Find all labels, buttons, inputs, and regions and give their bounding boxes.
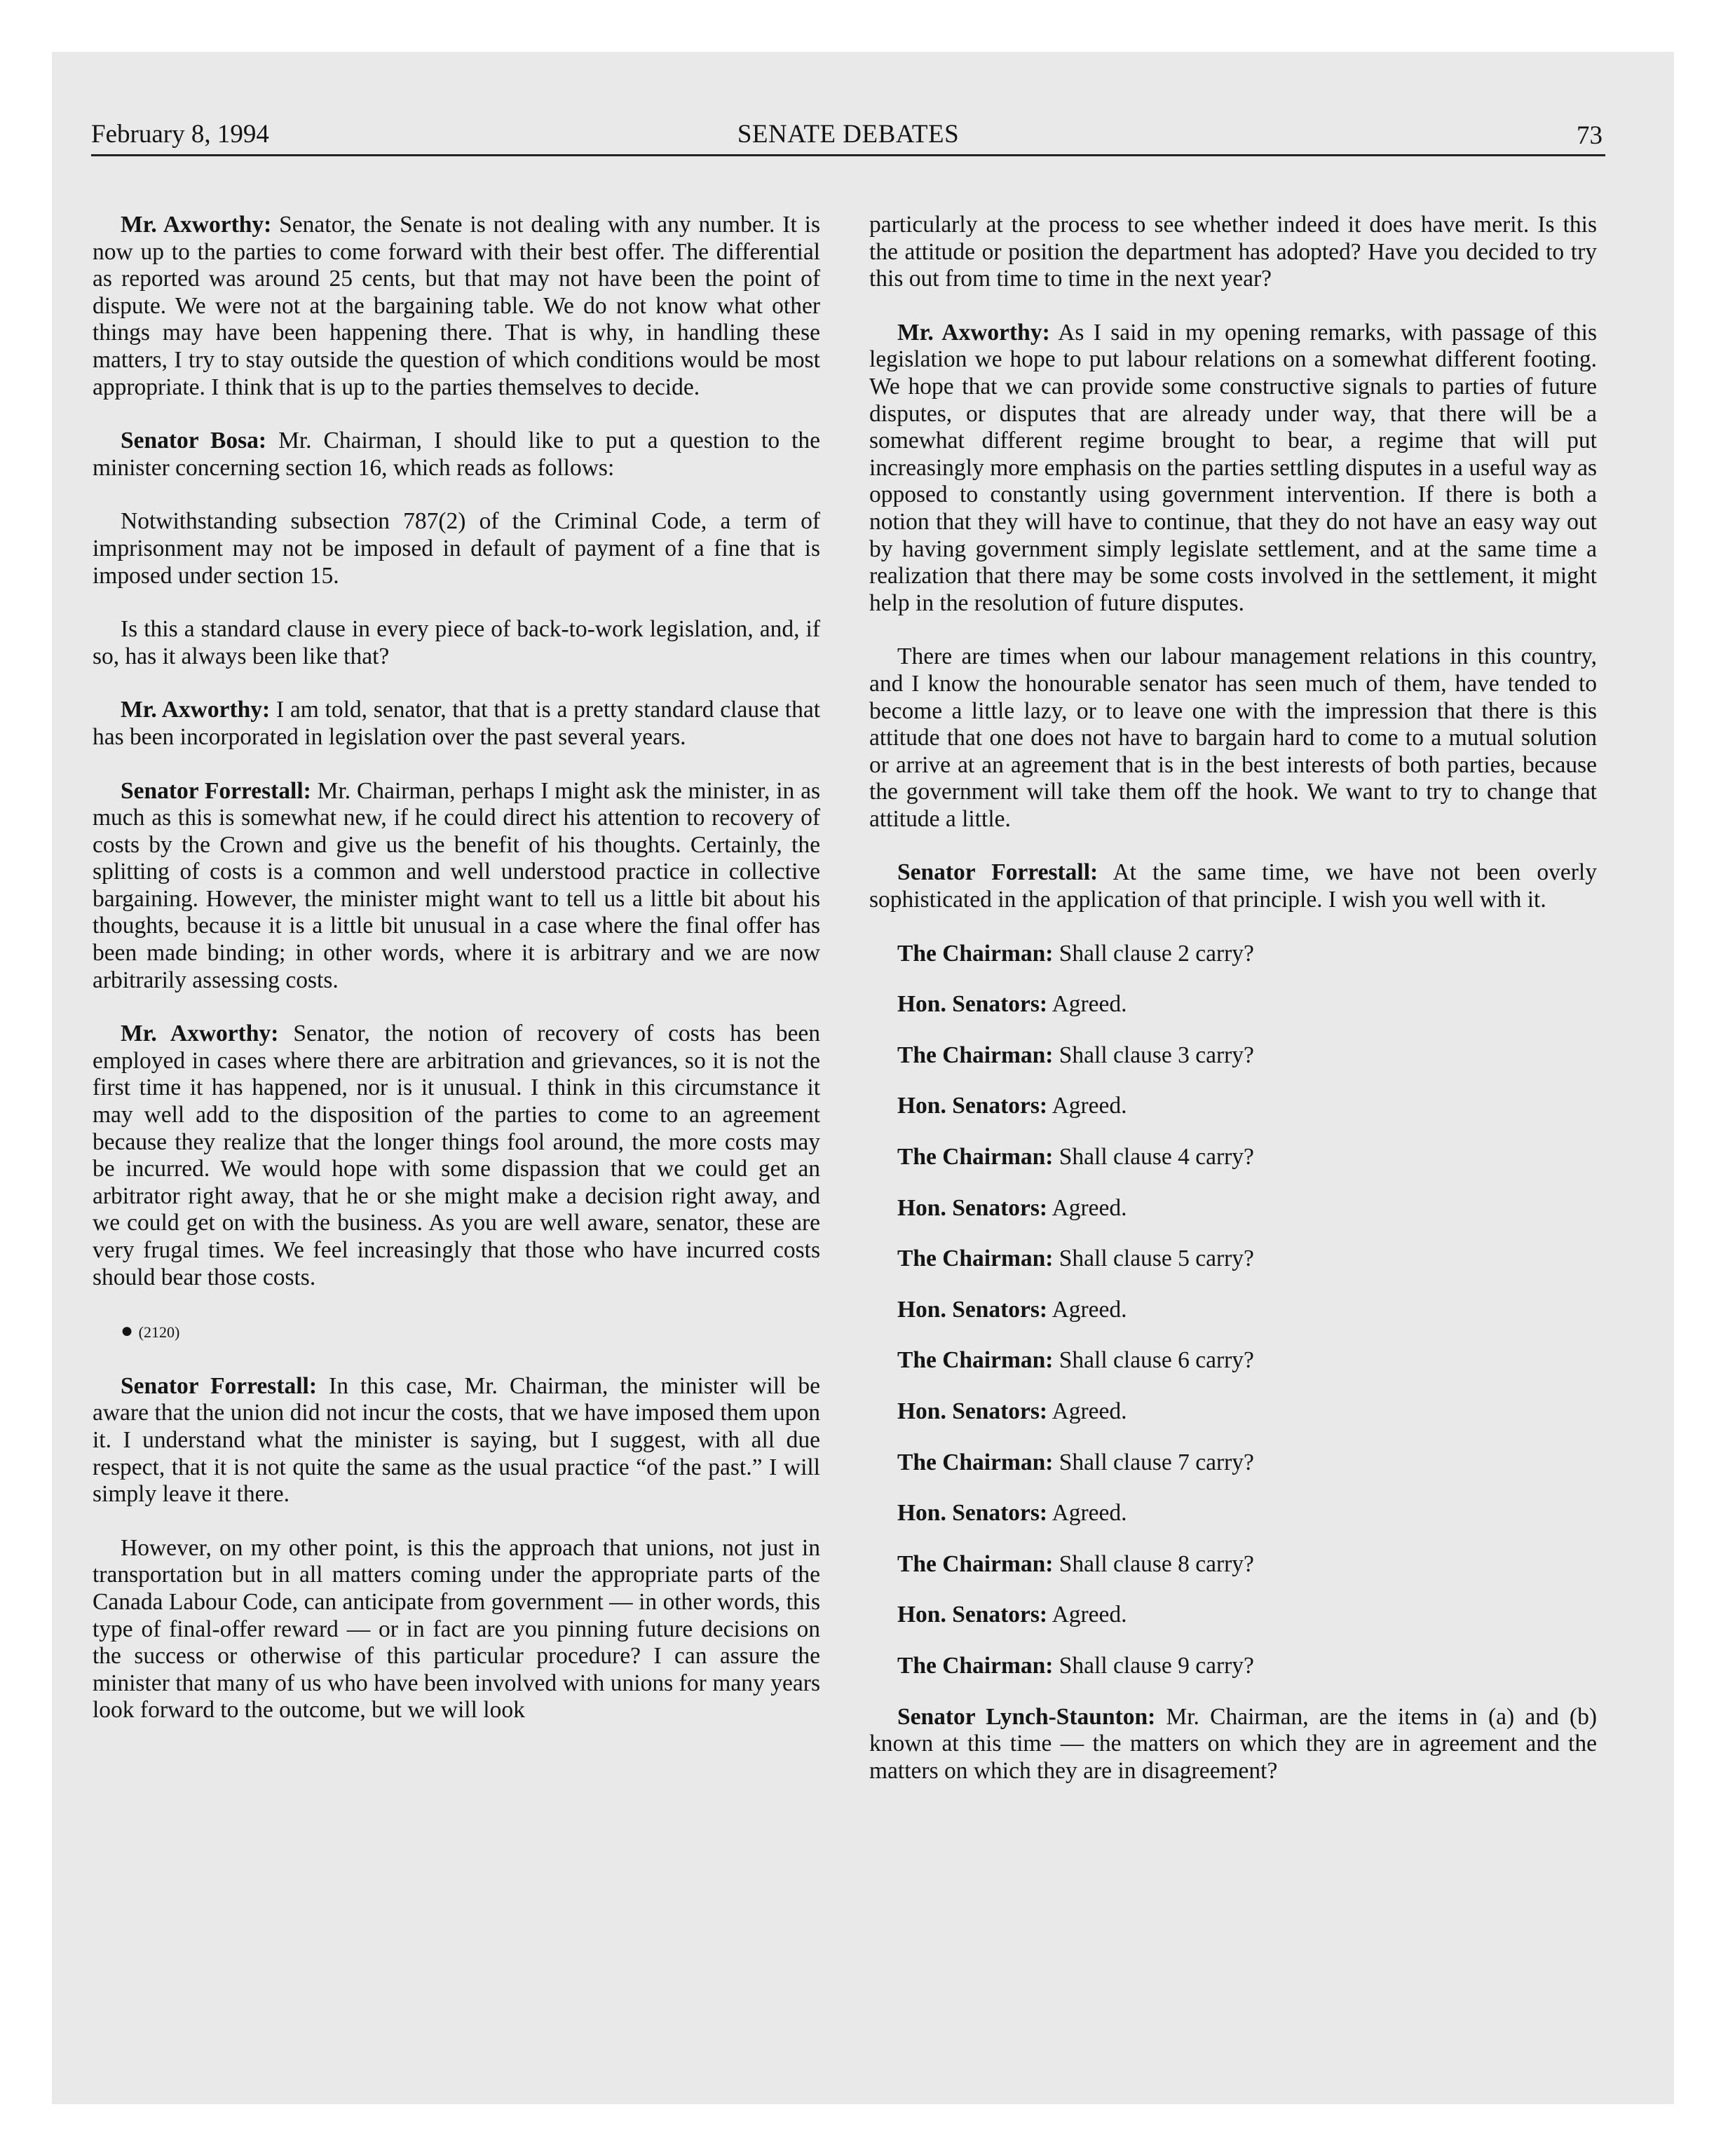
speech-text: Agreed. <box>1047 1194 1127 1221</box>
speaker-name: Mr. Axworthy: <box>121 1021 279 1047</box>
speaker-name: Senator Forrestall: <box>121 777 311 804</box>
speaker-name: The Chairman: <box>897 1144 1054 1171</box>
speech-text: Agreed. <box>1047 1093 1127 1119</box>
speaker-name: Hon. Senators: <box>897 1500 1048 1527</box>
speaker-name: Hon. Senators: <box>897 991 1048 1018</box>
speech-text: Mr. Chairman, I should like to put a question to the minister concerning section 16, which reads as follows: <box>93 428 820 481</box>
speech-text: Is this a standard clause in every piece of back-to-work legislation, and, if so, has it always been like that? <box>93 616 820 669</box>
speaker-name: Hon. Senators: <box>897 1194 1048 1221</box>
speaker-name: The Chairman: <box>897 1550 1054 1577</box>
speech-text: Shall clause 3 carry? <box>1053 1042 1254 1068</box>
speech-text: Agreed. <box>1047 1296 1127 1323</box>
speech-text: As I said in my opening remarks, with passage of this legislation we hope to put labour relations on a somewhat different footing. We hope that we can provide some constructive signals to parties of future disputes, or disputes that are already under way, that there will be a somewhat different regime brought to bear, a regime that will put increasingly more emphasis on the parties settling disputes in a useful way as opposed to constantly using government intervention. If there is both a notion that they will have to continue, that they do not have an easy way out by having government simply legislate settlement, and at the same time a realization that there may be some costs involved in the settlement, it might help in the resolution of future disputes. <box>869 319 1598 616</box>
speech-text: Shall clause 9 carry? <box>1053 1652 1254 1679</box>
speech-text: At the same time, we have not been overly sophisticated in the application of that principle. I wish you well with it. <box>869 859 1597 913</box>
speech-paragraph <box>93 1373 820 1508</box>
time-marker <box>93 1318 820 1346</box>
speaker-name: Mr. Axworthy: <box>121 212 272 238</box>
speech-text: Shall clause 2 carry? <box>1053 940 1254 967</box>
speech-text: In this case, Mr. Chairman, the minister will be aware that the union did not incur the costs, that we have imposed them upon it. I understand what the minister is saying, but I suggest, with all due respect, that it is not quite the same as the usual practice “of the past.” I will simply leave it there. <box>93 1372 820 1508</box>
speech-paragraph <box>869 1246 1597 1273</box>
speech-paragraph <box>93 212 820 401</box>
left-column <box>93 212 820 1751</box>
speaker-name: Mr. Axworthy: <box>121 697 271 723</box>
speech-paragraph <box>93 697 820 751</box>
speech-paragraph <box>869 320 1597 618</box>
speech-paragraph <box>869 1347 1597 1374</box>
speaker-name: Hon. Senators: <box>897 1602 1048 1628</box>
speech-paragraph <box>869 859 1597 913</box>
speech-paragraph <box>869 1297 1597 1324</box>
header-title: SENATE DEBATES <box>737 120 960 149</box>
speech-text: Agreed. <box>1047 1602 1127 1628</box>
speaker-name: Hon. Senators: <box>897 1093 1048 1119</box>
speaker-name: The Chairman: <box>897 1246 1054 1272</box>
speaker-name: The Chairman: <box>897 940 1054 967</box>
speech-text: I am told, senator, that that is a pretty standard clause that has been incorporated in legislation over the past several years. <box>93 697 821 750</box>
header-date: February 8, 1994 <box>91 120 269 149</box>
speech-paragraph <box>869 643 1597 833</box>
page-header <box>91 115 1605 156</box>
speech-paragraph <box>93 616 820 670</box>
speaker-name: Hon. Senators: <box>897 1296 1048 1323</box>
speaker-name: Hon. Senators: <box>897 1398 1048 1424</box>
time-marker-label: (2120) <box>138 1323 180 1342</box>
speech-text: Senator, the notion of recovery of costs has been employed in cases where there are arbitration and grievances, so it is not the first time it has happened, nor is it unusual. I think in this circumstance it may well add to the disposition of the parties to come to an agreement because they realize that the longer things fool around, the more costs may be incurred. We would hope with some dispassion that we could get an arbitrator right away, that he or she might make a decision right away, and we could get on with the business. As you are well aware, senator, these are very frugal times. We feel increasingly that those who have incurred costs should bear those costs. <box>93 1021 821 1290</box>
speech-text: Mr. Chairman, are the items in (a) and (b) known at this time — the matters on which they are in agreement and the matters on which they are in disagreement? <box>869 1703 1597 1784</box>
speech-paragraph <box>869 1500 1597 1527</box>
speaker-name: Senator Lynch-Staunton: <box>897 1703 1156 1730</box>
speech-text: Agreed. <box>1047 1398 1127 1424</box>
speech-text: Agreed. <box>1047 991 1127 1018</box>
speech-text: particularly at the process to see whether indeed it does have merit. Is this the attitude or position the department has adopted? Have you decided to try this out from time to time in the next year? <box>869 212 1597 292</box>
speaker-name: The Chairman: <box>897 1347 1054 1374</box>
speech-paragraph <box>93 1535 820 1724</box>
speech-paragraph <box>93 1021 820 1291</box>
speaker-name: Mr. Axworthy: <box>897 319 1050 346</box>
speaker-name: Senator Forrestall: <box>897 859 1098 886</box>
speech-paragraph <box>869 212 1597 293</box>
speaker-name: The Chairman: <box>897 1652 1054 1679</box>
block-quote: Notwithstanding subsection 787(2) of the Criminal Code, a term of imprisonment may not be imposed in default of payment of a fine that is imposed under section 15. <box>93 508 820 589</box>
speech-text: Agreed. <box>1047 1500 1127 1527</box>
bullet-icon: ● <box>121 1319 139 1343</box>
speech-paragraph <box>869 1093 1597 1120</box>
speaker-name: The Chairman: <box>897 1449 1054 1475</box>
speech-text: There are times when our labour management relations in this country, and I know the honourable senator has seen much of them, have tended to become a little lazy, or to leave one with the impression that there is this attitude that one does not have to bargain hard to come to a mutual solution or arrive at an agreement that is in the best interests of both parties, because the government will take them off the hook. We want to try to change that attitude a little. <box>869 643 1597 832</box>
speech-paragraph <box>869 941 1597 968</box>
speech-paragraph <box>93 778 820 995</box>
speech-text: Senator, the Senate is not dealing with any number. It is now up to the parties to come forward with their best offer. The differential as reported was around 25 cents, but that may not have been the point of dispute. We were not at the bargaining table. We do not know what other things may have been happening there. That is why, in handling these matters, I try to stay outside the question of which conditions would be most appropriate. I think that is up to the parties themselves to decide. <box>93 212 820 400</box>
speech-paragraph <box>869 1704 1597 1785</box>
speech-text: Shall clause 5 carry? <box>1053 1246 1254 1272</box>
speech-text: Mr. Chairman, perhaps I might ask the minister, in as much as this is somewhat new, if he could direct his attention to recovery of costs by the Crown and give us the benefit of his thoughts. Certainly, the splitting of costs is a common and well understood practice in collective bargaining. However, the minister might want to tell us a little bit about his thoughts, because it is a little bit unusual in a case where the final offer has been made binding; in other words, where it is arbitrary and we are now arbitrarily assessing costs. <box>93 777 821 993</box>
speech-paragraph <box>869 1653 1597 1680</box>
speech-paragraph <box>93 428 820 482</box>
speech-paragraph <box>869 1144 1597 1171</box>
speaker-name: Senator Forrestall: <box>121 1372 318 1399</box>
page-number: 73 <box>1577 121 1603 150</box>
speech-paragraph <box>869 1551 1597 1578</box>
speech-text: Shall clause 4 carry? <box>1053 1144 1254 1171</box>
speech-text: Shall clause 8 carry? <box>1053 1550 1254 1577</box>
speech-text: Shall clause 6 carry? <box>1053 1347 1254 1374</box>
speaker-name: The Chairman: <box>897 1042 1054 1068</box>
speech-paragraph <box>869 991 1597 1018</box>
speech-paragraph <box>869 1602 1597 1629</box>
speaker-name: Senator Bosa: <box>121 428 267 454</box>
speech-paragraph <box>869 1195 1597 1222</box>
speech-text: However, on my other point, is this the approach that unions, not just in transportation but in all matters coming under the appropriate parts of the Canada Labour Code, can anticipate from government — in other words, this type of final-offer reward — or in fact are you pinning future decisions on the success or otherwise of this particular procedure? I can assure the minister that many of us who have been involved with unions for many years look forward to the outcome, but we will look <box>93 1534 820 1724</box>
right-column <box>869 212 1597 1811</box>
speech-paragraph <box>869 1042 1597 1070</box>
speech-text: Shall clause 7 carry? <box>1053 1449 1254 1475</box>
speech-paragraph <box>869 1449 1597 1477</box>
speech-paragraph <box>869 1398 1597 1426</box>
